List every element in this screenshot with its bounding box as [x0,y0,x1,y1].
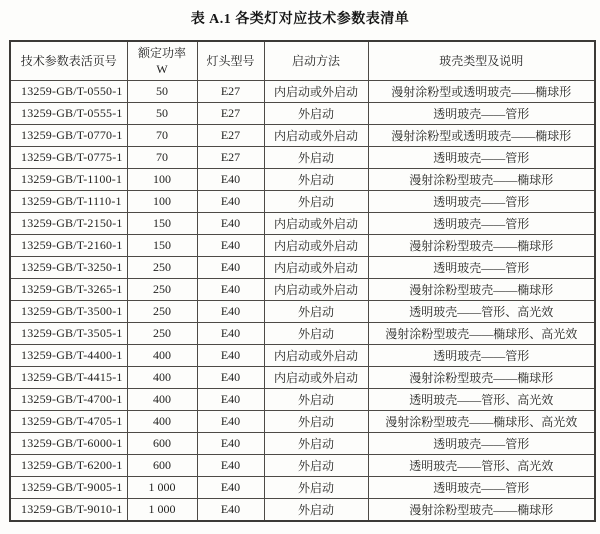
cell-rated-power: 150 [127,235,197,257]
cell-bulb-type: 透明玻壳——管形 [368,191,595,213]
cell-sheet-no: 13259-GB/T-0555-1 [10,103,127,125]
table-row [10,411,595,433]
cell-sheet-no: 13259-GB/T-3505-1 [10,323,127,345]
table-row [10,257,595,279]
cell-rated-power: 250 [127,301,197,323]
cell-rated-power: 400 [127,411,197,433]
parameter-table [9,40,596,522]
cell-sheet-no: 13259-GB/T-9010-1 [10,499,127,522]
cell-start-method: 外启动 [264,103,368,125]
table-body [10,81,595,522]
cell-rated-power: 400 [127,389,197,411]
table-title: 表 A.1 各类灯对应技术参数表清单 [190,12,410,27]
cell-bulb-type: 透明玻壳——管形 [368,257,595,279]
cell-bulb-type: 漫射涂粉型玻壳——椭球形 [368,279,595,301]
table-row [10,213,595,235]
cell-bulb-type: 透明玻壳——管形 [368,345,595,367]
table-row [10,367,595,389]
cell-cap-model: E40 [197,455,264,477]
cell-rated-power: 1 000 [127,499,197,522]
table-row [10,103,595,125]
cell-sheet-no: 13259-GB/T-2150-1 [10,213,127,235]
col-header-rated-power-label: 额定功率 [137,45,186,60]
table-row [10,323,595,345]
col-header-bulb-type: 玻壳类型及说明 [368,41,595,81]
table-row [10,235,595,257]
cell-bulb-type: 透明玻壳——管形、高光效 [368,301,595,323]
cell-start-method: 内启动或外启动 [264,367,368,389]
cell-start-method: 外启动 [264,147,368,169]
col-header-sheet-no: 技术参数表活页号 [10,41,127,81]
cell-cap-model: E40 [197,257,264,279]
cell-cap-model: E27 [197,103,264,125]
cell-start-method: 内启动或外启动 [264,125,368,147]
cell-bulb-type: 漫射涂粉型或透明玻壳——椭球形 [368,81,595,103]
cell-cap-model: E40 [197,411,264,433]
cell-bulb-type: 透明玻壳——管形 [368,433,595,455]
col-header-rated-power-unit: W [156,62,168,76]
cell-bulb-type: 漫射涂粉型玻壳——椭球形 [368,235,595,257]
cell-rated-power: 70 [127,147,197,169]
cell-cap-model: E40 [197,367,264,389]
cell-rated-power: 150 [127,213,197,235]
col-header-start-method: 启动方法 [264,41,368,81]
cell-cap-model: E40 [197,323,264,345]
table-row [10,125,595,147]
cell-cap-model: E40 [197,433,264,455]
cell-start-method: 外启动 [264,323,368,345]
cell-sheet-no: 13259-GB/T-1100-1 [10,169,127,191]
cell-bulb-type: 透明玻壳——管形、高光效 [368,455,595,477]
cell-sheet-no: 13259-GB/T-0550-1 [10,81,127,103]
cell-sheet-no: 13259-GB/T-2160-1 [10,235,127,257]
table-row [10,455,595,477]
cell-sheet-no: 13259-GB/T-3500-1 [10,301,127,323]
table-row [10,345,595,367]
cell-cap-model: E40 [197,301,264,323]
cell-rated-power: 600 [127,433,197,455]
col-header-rated-power [127,41,197,81]
cell-cap-model: E40 [197,477,264,499]
cell-start-method: 外启动 [264,411,368,433]
cell-rated-power: 100 [127,191,197,213]
table-row [10,81,595,103]
cell-start-method: 内启动或外启动 [264,279,368,301]
cell-sheet-no: 13259-GB/T-3265-1 [10,279,127,301]
cell-bulb-type: 透明玻壳——管形 [368,103,595,125]
cell-sheet-no: 13259-GB/T-4705-1 [10,411,127,433]
cell-start-method: 内启动或外启动 [264,235,368,257]
cell-bulb-type: 透明玻壳——管形 [368,213,595,235]
table-row [10,499,595,522]
cell-bulb-type: 漫射涂粉型玻壳——椭球形 [368,367,595,389]
cell-cap-model: E40 [197,389,264,411]
cell-rated-power: 70 [127,125,197,147]
cell-bulb-type: 漫射涂粉型或透明玻壳——椭球形 [368,125,595,147]
table-row [10,147,595,169]
table-row [10,191,595,213]
cell-start-method: 外启动 [264,499,368,522]
cell-start-method: 内启动或外启动 [264,345,368,367]
cell-start-method: 外启动 [264,169,368,191]
cell-cap-model: E40 [197,169,264,191]
cell-cap-model: E40 [197,191,264,213]
cell-rated-power: 400 [127,345,197,367]
cell-rated-power: 400 [127,367,197,389]
cell-bulb-type: 漫射涂粉型玻壳——椭球形、高光效 [368,411,595,433]
cell-sheet-no: 13259-GB/T-6200-1 [10,455,127,477]
cell-cap-model: E40 [197,279,264,301]
cell-rated-power: 600 [127,455,197,477]
cell-rated-power: 1 000 [127,477,197,499]
cell-bulb-type: 透明玻壳——管形 [368,147,595,169]
cell-start-method: 内启动或外启动 [264,213,368,235]
cell-cap-model: E40 [197,213,264,235]
cell-sheet-no: 13259-GB/T-4415-1 [10,367,127,389]
cell-rated-power: 50 [127,103,197,125]
table-row [10,433,595,455]
cell-rated-power: 250 [127,279,197,301]
cell-rated-power: 250 [127,257,197,279]
cell-cap-model: E40 [197,345,264,367]
cell-sheet-no: 13259-GB/T-4400-1 [10,345,127,367]
cell-start-method: 外启动 [264,389,368,411]
cell-sheet-no: 13259-GB/T-0770-1 [10,125,127,147]
table-row [10,477,595,499]
cell-start-method: 外启动 [264,301,368,323]
cell-cap-model: E27 [197,147,264,169]
cell-start-method: 外启动 [264,191,368,213]
cell-start-method: 内启动或外启动 [264,257,368,279]
cell-cap-model: E27 [197,125,264,147]
cell-cap-model: E40 [197,235,264,257]
table-row [10,279,595,301]
cell-start-method: 外启动 [264,433,368,455]
cell-rated-power: 50 [127,81,197,103]
cell-bulb-type: 透明玻壳——管形 [368,477,595,499]
cell-sheet-no: 13259-GB/T-9005-1 [10,477,127,499]
col-header-cap-model: 灯头型号 [197,41,264,81]
cell-start-method: 内启动或外启动 [264,81,368,103]
cell-sheet-no: 13259-GB/T-6000-1 [10,433,127,455]
cell-bulb-type: 漫射涂粉型玻壳——椭球形 [368,169,595,191]
cell-cap-model: E27 [197,81,264,103]
table-row [10,169,595,191]
cell-start-method: 外启动 [264,455,368,477]
cell-bulb-type: 漫射涂粉型玻壳——椭球形、高光效 [368,323,595,345]
cell-bulb-type: 漫射涂粉型玻壳——椭球形 [368,499,595,522]
cell-rated-power: 100 [127,169,197,191]
cell-sheet-no: 13259-GB/T-0775-1 [10,147,127,169]
cell-sheet-no: 13259-GB/T-3250-1 [10,257,127,279]
cell-bulb-type: 透明玻壳——管形、高光效 [368,389,595,411]
table-row [10,301,595,323]
cell-cap-model: E40 [197,499,264,522]
header-row [10,41,595,81]
cell-rated-power: 250 [127,323,197,345]
cell-sheet-no: 13259-GB/T-1110-1 [10,191,127,213]
cell-sheet-no: 13259-GB/T-4700-1 [10,389,127,411]
cell-start-method: 外启动 [264,477,368,499]
table-row [10,389,595,411]
